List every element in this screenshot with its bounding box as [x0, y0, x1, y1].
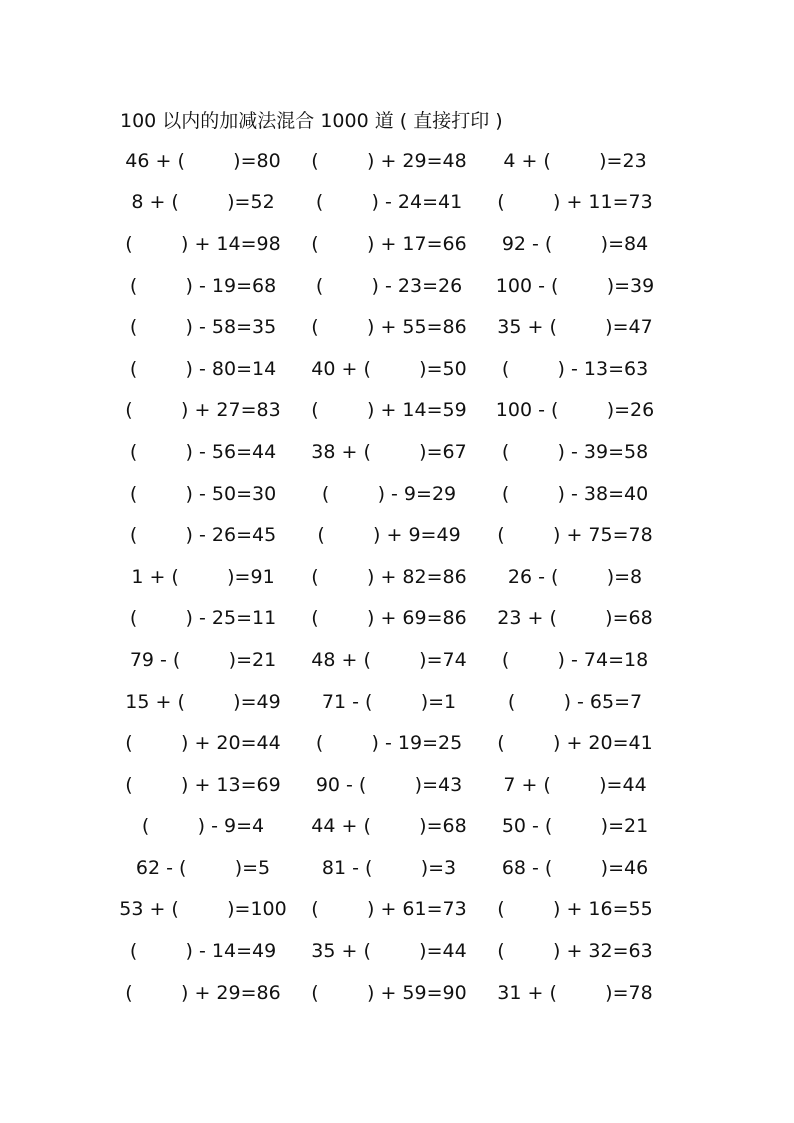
- math-problem: ( ) - 24=41: [315, 191, 463, 214]
- problem-row: [110, 847, 670, 889]
- math-problem: ( ) + 55=86: [311, 316, 467, 339]
- math-problem: 8 + ( )=52: [131, 191, 275, 214]
- problem-row: [110, 806, 670, 848]
- problem-row: [110, 930, 670, 972]
- math-problem: ( ) - 50=30: [129, 482, 277, 505]
- math-problem: ( ) + 11=73: [497, 191, 653, 214]
- problem-row: [110, 722, 670, 764]
- math-problem: 48 + ( )=74: [311, 648, 467, 671]
- math-problem: ( ) - 56=44: [129, 440, 277, 463]
- math-problem: 79 - ( )=21: [129, 648, 277, 671]
- math-problem: ( ) - 58=35: [129, 316, 277, 339]
- problem-row: [110, 140, 670, 182]
- problem-row: [110, 265, 670, 307]
- math-problem: 90 - ( )=43: [315, 773, 463, 796]
- math-problem: ( ) + 17=66: [311, 232, 467, 255]
- math-problem: ( ) + 27=83: [125, 399, 281, 422]
- math-problem: ( ) - 65=7: [507, 690, 643, 713]
- math-problem: 44 + ( )=68: [311, 815, 467, 838]
- math-problem: 46 + ( )=80: [125, 149, 281, 172]
- math-problem: 71 - ( )=1: [321, 690, 457, 713]
- problem-row: [110, 473, 670, 515]
- problem-row: [110, 681, 670, 723]
- math-problem: 4 + ( )=23: [503, 149, 647, 172]
- problem-row: [110, 306, 670, 348]
- math-problem: ( ) + 16=55: [497, 898, 653, 921]
- math-problem: ( ) - 23=26: [315, 274, 463, 297]
- problem-row: [110, 348, 670, 390]
- problem-row: [110, 598, 670, 640]
- math-problem: ( ) - 74=18: [501, 648, 649, 671]
- math-problem: ( ) + 69=86: [311, 607, 467, 630]
- math-problem: 26 - ( )=8: [507, 565, 643, 588]
- math-problem: ( ) + 32=63: [497, 940, 653, 963]
- math-problem: 35 + ( )=47: [497, 316, 653, 339]
- math-problem: ( ) + 59=90: [311, 981, 467, 1004]
- math-problem: 62 - ( )=5: [135, 856, 271, 879]
- math-problem: 38 + ( )=67: [311, 440, 467, 463]
- problem-row: [110, 764, 670, 806]
- problem-row: [110, 514, 670, 556]
- math-problem: ( ) + 29=48: [311, 149, 467, 172]
- math-problem: ( ) + 20=44: [125, 732, 281, 755]
- math-problem: ( ) + 14=59: [311, 399, 467, 422]
- math-problem: 92 - ( )=84: [501, 232, 649, 255]
- problem-row: [110, 889, 670, 931]
- math-problem: 68 - ( )=46: [501, 856, 649, 879]
- math-problem: ( ) + 29=86: [125, 981, 281, 1004]
- math-problem: ( ) - 80=14: [129, 357, 277, 380]
- problem-row: [110, 390, 670, 432]
- problem-row: [110, 223, 670, 265]
- math-problem: 23 + ( )=68: [497, 607, 653, 630]
- problem-row: [110, 972, 670, 1014]
- math-problem: ( ) - 19=25: [315, 732, 463, 755]
- problem-row: [110, 639, 670, 681]
- math-problem: 1 + ( )=91: [131, 565, 275, 588]
- problem-row: [110, 431, 670, 473]
- math-problem: 100 - ( )=26: [495, 399, 655, 422]
- math-problem: ( ) + 82=86: [311, 565, 467, 588]
- math-problem: 15 + ( )=49: [125, 690, 281, 713]
- math-problem: ( ) - 19=68: [129, 274, 277, 297]
- math-problem: 35 + ( )=44: [311, 940, 467, 963]
- math-problem: ( ) - 9=4: [141, 815, 265, 838]
- problem-row: [110, 556, 670, 598]
- math-problem: ( ) - 38=40: [501, 482, 649, 505]
- math-problem: ( ) + 14=98: [125, 232, 281, 255]
- page-title: 100 以内的加减法混合 1000 道 ( 直接打印 ): [120, 110, 503, 132]
- math-problem: ( ) + 75=78: [497, 524, 653, 547]
- math-problem: ( ) - 9=29: [321, 482, 457, 505]
- math-problem: ( ) - 39=58: [501, 440, 649, 463]
- math-problem: 81 - ( )=3: [321, 856, 457, 879]
- math-problem: 31 + ( )=78: [497, 981, 653, 1004]
- math-problem: 100 - ( )=39: [495, 274, 655, 297]
- math-problem: ( ) + 61=73: [311, 898, 467, 921]
- problem-grid: [110, 140, 670, 1013]
- math-problem: ( ) - 25=11: [129, 607, 277, 630]
- math-problem: 50 - ( )=21: [501, 815, 649, 838]
- problem-row: [110, 182, 670, 224]
- math-problem: ( ) - 26=45: [129, 524, 277, 547]
- math-problem: 7 + ( )=44: [503, 773, 647, 796]
- math-problem: ( ) - 13=63: [501, 357, 649, 380]
- math-problem: ( ) + 20=41: [497, 732, 653, 755]
- math-problem: ( ) - 14=49: [129, 940, 277, 963]
- math-problem: ( ) + 9=49: [317, 524, 461, 547]
- math-problem: ( ) + 13=69: [125, 773, 281, 796]
- math-problem: 40 + ( )=50: [311, 357, 467, 380]
- math-problem: 53 + ( )=100: [119, 898, 287, 921]
